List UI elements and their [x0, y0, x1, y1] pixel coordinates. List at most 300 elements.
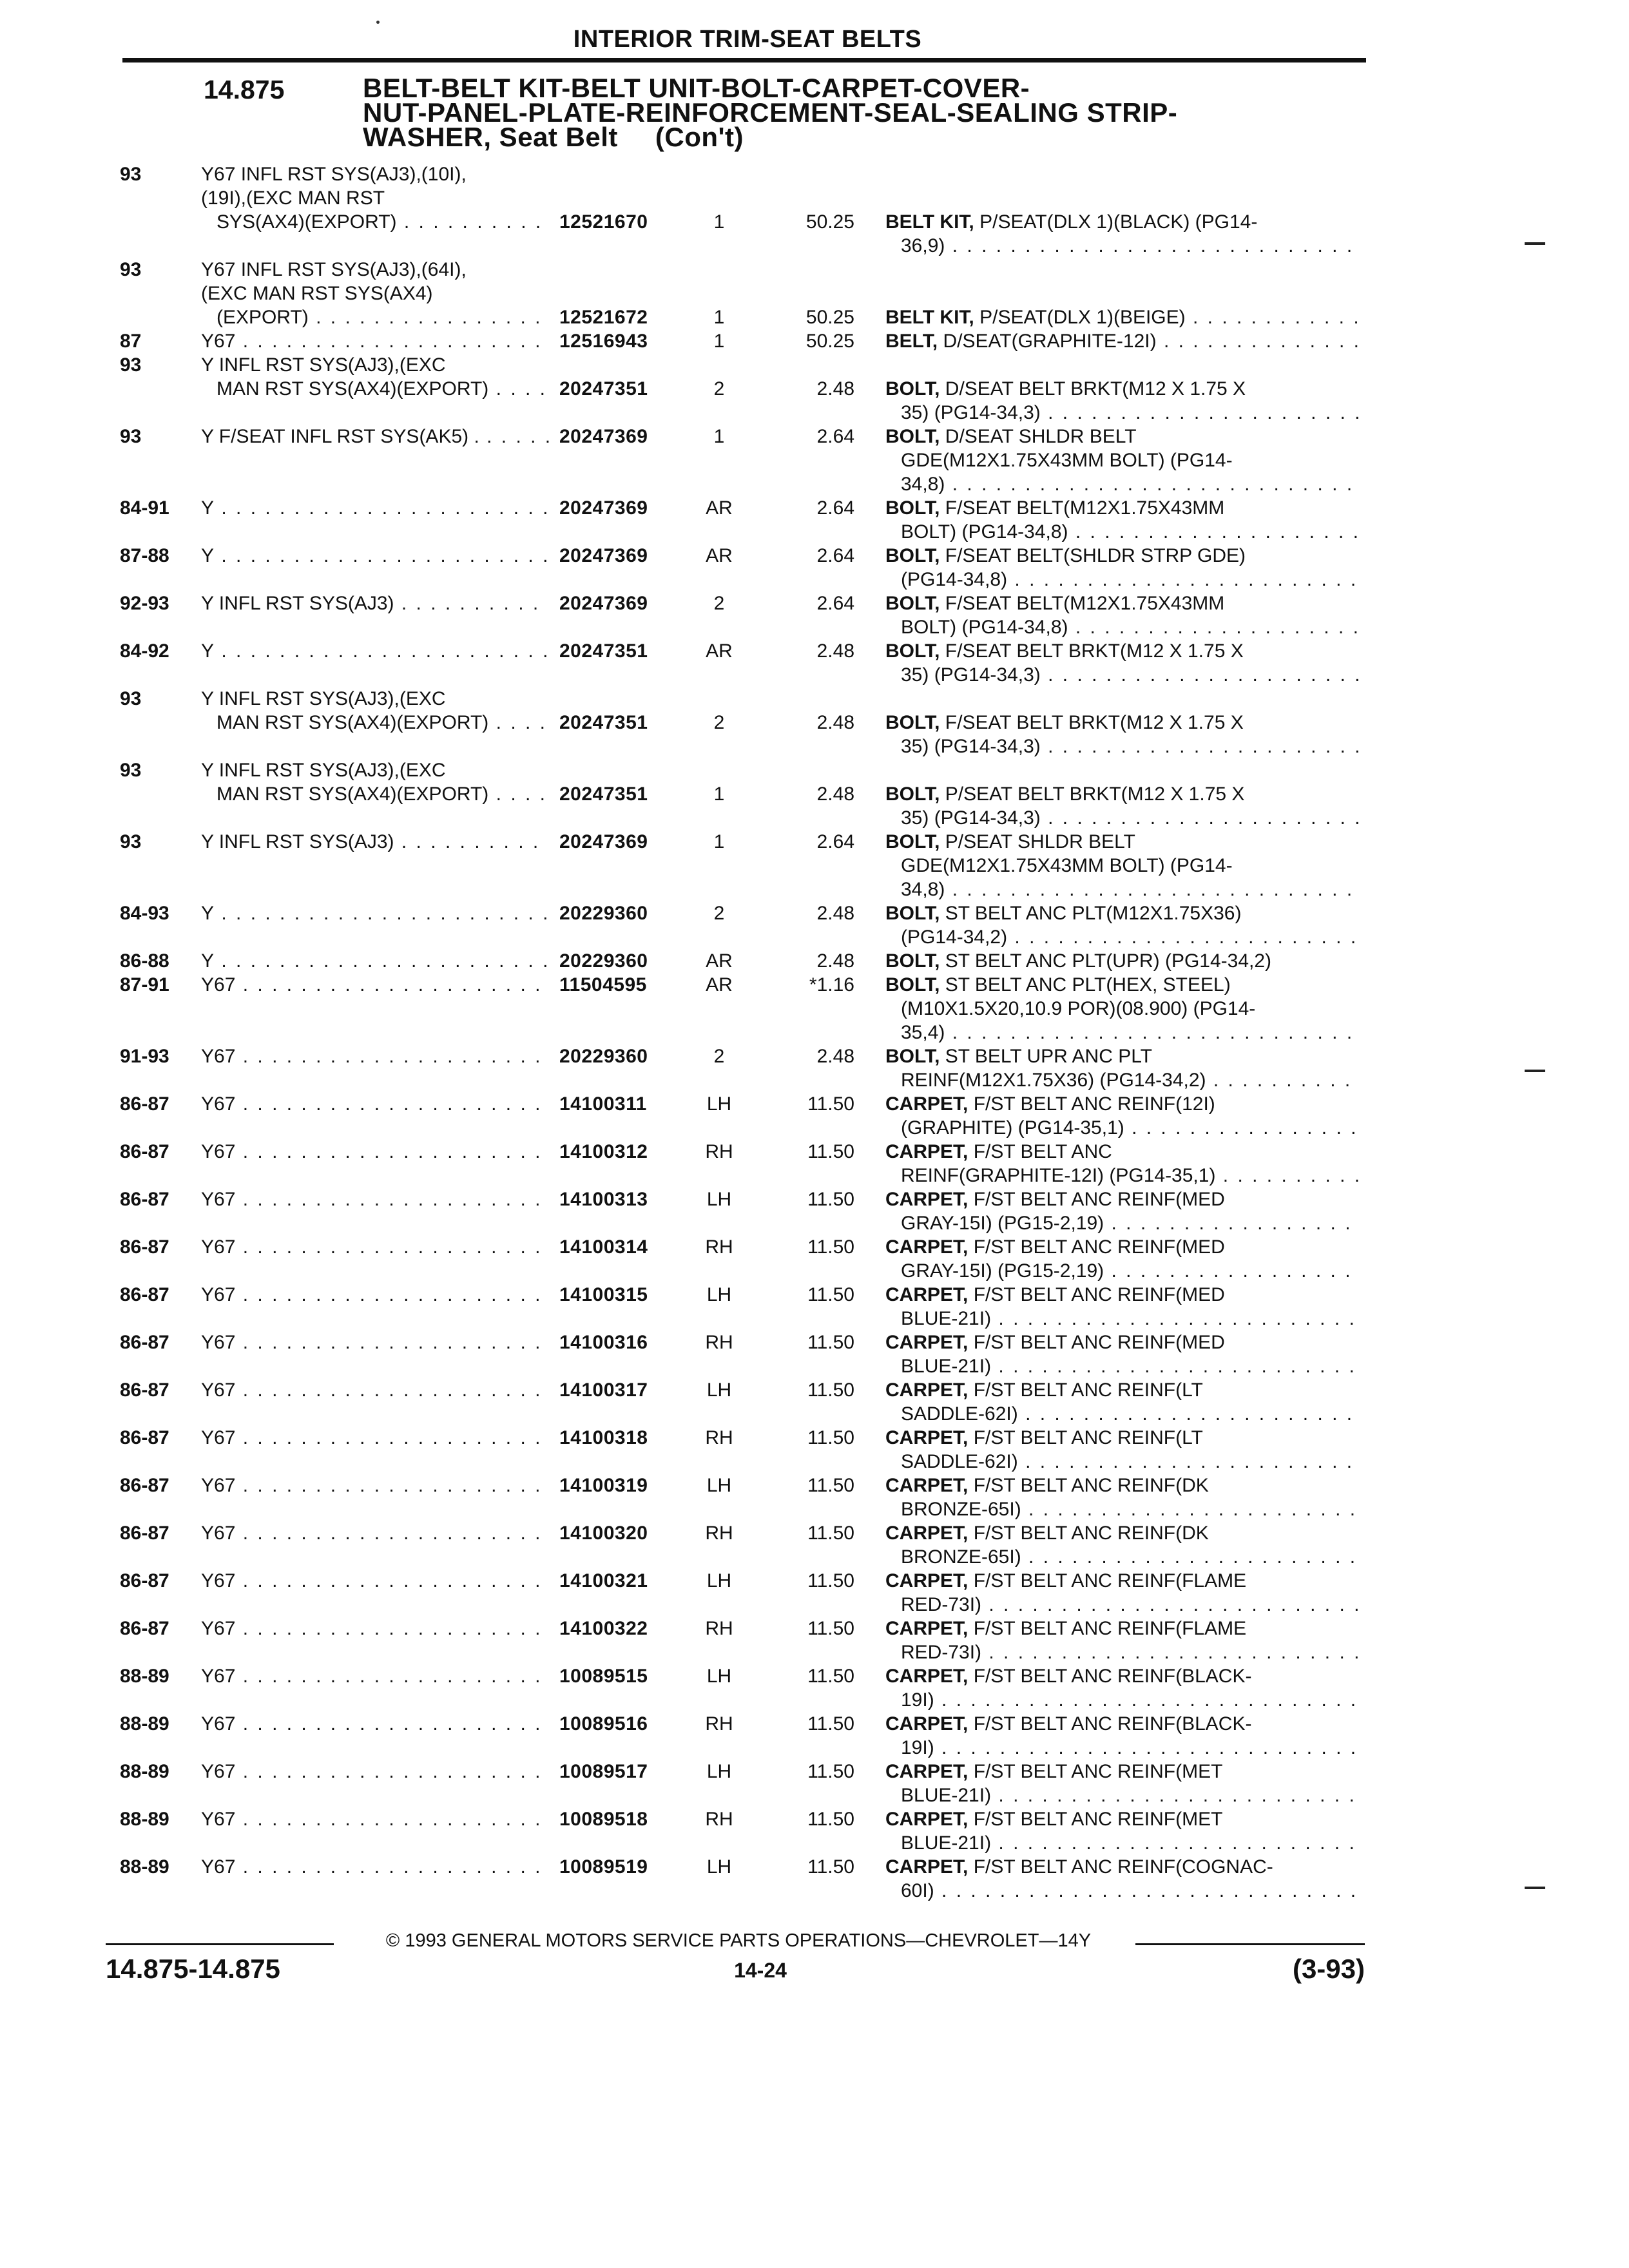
continued-label: (Con't) — [655, 122, 744, 152]
part-description — [885, 305, 1360, 329]
part-description — [885, 1378, 1360, 1426]
quantity: RH — [705, 1141, 733, 1162]
part-description — [885, 973, 1360, 1044]
description-text: F/ST BELT ANC REINF(BLACK- — [973, 1713, 1252, 1735]
description-text: F/SEAT BELT(M12X1.75X43MM — [945, 497, 1225, 519]
quantity: 2 — [713, 593, 725, 614]
model-years: 87-91 — [120, 974, 169, 995]
usage-note-text: SYS(AX4)(EXPORT) . . . — [217, 210, 549, 234]
part-number: 14100321 — [559, 1570, 648, 1591]
description-line — [885, 1187, 1360, 1211]
model-years: 93 — [120, 164, 142, 185]
part-description — [885, 544, 1360, 591]
description-text: 19I) — [901, 1689, 934, 1711]
description-line — [885, 1593, 1360, 1617]
description-text: BOLT) (PG14-34,8) — [901, 617, 1068, 638]
usage-note-line — [201, 329, 549, 353]
usage-note-line — [201, 1760, 549, 1783]
part-row — [0, 901, 1629, 949]
quantity: LH — [706, 1379, 732, 1401]
description-text: ST BELT ANC PLT(M12X1.75X36) — [945, 903, 1242, 924]
model-years: 86-87 — [120, 1332, 169, 1353]
usage-note — [201, 949, 549, 973]
model-years: 86-87 — [120, 1284, 169, 1305]
part-row — [0, 1092, 1629, 1140]
description-text: BRONZE-65I) — [901, 1499, 1021, 1520]
usage-note-text: Y F/SEAT INFL RST SYS(AK5) . . . . — [201, 425, 549, 448]
usage-note — [201, 1140, 549, 1164]
part-description — [885, 830, 1360, 901]
quantity: LH — [706, 1284, 732, 1305]
part-row — [0, 162, 1629, 258]
model-years: 86-87 — [120, 1618, 169, 1639]
usage-note-text: Y67 . . . — [201, 1235, 549, 1259]
parts-list — [0, 162, 1629, 1903]
description-line — [885, 1855, 1360, 1879]
price: 11.50 — [807, 1523, 854, 1544]
description-text: F/ST BELT ANC REINF(MET — [973, 1761, 1223, 1782]
usage-note-text: Y67 . . . — [201, 1331, 549, 1354]
description-text: F/ST BELT ANC — [973, 1141, 1112, 1162]
quantity: RH — [705, 1618, 733, 1639]
description-line — [885, 973, 1360, 997]
description-text: F/ST BELT ANC REINF(DK — [973, 1523, 1209, 1544]
usage-note — [201, 1760, 549, 1783]
part-type: BOLT, — [885, 378, 940, 399]
usage-note-text: Y67 . . . — [201, 1474, 549, 1497]
usage-note-text: Y67 . . . — [201, 1712, 549, 1736]
part-description — [885, 1474, 1360, 1521]
description-line — [885, 544, 1360, 568]
description-text: F/ST BELT ANC REINF(MED — [973, 1284, 1225, 1305]
part-row — [0, 687, 1629, 758]
usage-note-line — [201, 1617, 549, 1640]
description-line — [885, 878, 1360, 901]
part-row — [0, 1235, 1629, 1283]
part-number: 14100320 — [559, 1523, 648, 1544]
usage-note-line — [201, 1140, 549, 1164]
part-row — [0, 949, 1629, 973]
usage-note — [201, 353, 549, 401]
usage-note-line — [201, 425, 549, 448]
quantity: 1 — [713, 211, 725, 233]
description-line — [885, 615, 1360, 639]
model-years: 93 — [120, 354, 142, 376]
description-line — [885, 735, 1360, 758]
model-years: 92-93 — [120, 593, 169, 614]
usage-note-text: Y67 . . . — [201, 1569, 549, 1593]
description-line — [885, 1807, 1360, 1831]
part-number: 10089515 — [559, 1666, 648, 1687]
model-years: 93 — [120, 688, 142, 709]
description-text: 35) (PG14-34,3) — [901, 807, 1041, 829]
part-type: CARPET, — [885, 1189, 969, 1210]
description-line — [885, 377, 1360, 401]
usage-note — [201, 1617, 549, 1640]
usage-note-text: Y . . . — [201, 544, 549, 568]
description-line — [885, 1354, 1360, 1378]
section-title-line: BELT-BELT KIT-BELT UNIT-BOLT-CARPET-COVER- — [363, 73, 1030, 103]
part-number: 20247351 — [559, 712, 648, 733]
part-number: 12516943 — [559, 331, 648, 352]
part-type: CARPET, — [885, 1570, 969, 1591]
model-years: 87-88 — [120, 545, 169, 566]
description-text: P/SEAT SHLDR BELT — [945, 831, 1135, 852]
description-line — [885, 830, 1360, 854]
part-type: CARPET, — [885, 1236, 969, 1258]
price: 11.50 — [807, 1570, 854, 1591]
part-type: CARPET, — [885, 1332, 969, 1353]
margin-tick-mark — [1525, 242, 1545, 245]
usage-note-line — [201, 949, 549, 973]
part-type: BELT KIT, — [885, 307, 974, 328]
usage-note-line — [201, 782, 549, 806]
part-description — [885, 1187, 1360, 1235]
description-text: F/ST BELT ANC REINF(DK — [973, 1475, 1209, 1496]
part-description — [885, 1521, 1360, 1569]
part-description — [885, 210, 1360, 258]
description-line — [885, 1402, 1360, 1426]
description-line — [885, 949, 1360, 973]
part-type: CARPET, — [885, 1093, 969, 1115]
part-row — [0, 353, 1629, 425]
description-text: REINF(GRAPHITE-12I) (PG14-35,1) — [901, 1165, 1216, 1186]
quantity: AR — [706, 497, 733, 519]
description-text: D/SEAT BELT BRKT(M12 X 1.75 X — [945, 378, 1246, 399]
usage-note-text: Y . . . — [201, 949, 549, 973]
description-text: D/SEAT(GRAPHITE-12I) — [943, 331, 1157, 352]
usage-note-line — [201, 973, 549, 997]
description-line — [885, 1378, 1360, 1402]
description-line — [885, 1450, 1360, 1474]
model-years: 86-87 — [120, 1379, 169, 1401]
description-line — [885, 1688, 1360, 1712]
description-line — [885, 305, 1360, 329]
usage-note-text: Y67 . . . — [201, 1426, 549, 1450]
usage-note — [201, 1426, 549, 1450]
usage-note-text: Y INFL RST SYS(AJ3) . . . — [201, 591, 549, 615]
part-number: 20247369 — [559, 831, 648, 852]
usage-note — [201, 1331, 549, 1354]
price: 11.50 — [807, 1189, 854, 1210]
description-text: ST BELT UPR ANC PLT — [945, 1046, 1152, 1067]
description-line — [885, 854, 1360, 878]
usage-note-line: (EXC MAN RST SYS(AX4) — [201, 283, 433, 304]
description-line — [885, 1736, 1360, 1760]
part-row — [0, 329, 1629, 353]
quantity: LH — [706, 1189, 732, 1210]
usage-note-text: (EXPORT) . . . — [217, 305, 549, 329]
quantity: RH — [705, 1332, 733, 1353]
description-text: GRAY-15I) (PG15-2,19) — [901, 1213, 1104, 1234]
price: 50.25 — [805, 307, 854, 328]
price: 11.50 — [807, 1093, 854, 1115]
model-years: 93 — [120, 426, 142, 447]
section-title — [363, 73, 1329, 152]
usage-note-line — [201, 1664, 549, 1688]
part-row — [0, 1187, 1629, 1235]
usage-note-text: Y . . . — [201, 496, 549, 520]
part-type: BOLT, — [885, 783, 940, 805]
description-text: RED-73I) — [901, 1642, 982, 1663]
usage-note-text: Y67 . . . — [201, 1092, 549, 1116]
price: 2.48 — [816, 1046, 854, 1067]
description-text: BLUE-21I) — [901, 1308, 992, 1329]
section-title-text: WASHER, Seat Belt — [363, 122, 618, 152]
usage-note-line — [201, 377, 549, 401]
part-number: 20247351 — [559, 378, 648, 399]
part-row — [0, 1378, 1629, 1426]
price: 11.50 — [807, 1332, 854, 1353]
price: 2.64 — [816, 426, 854, 447]
part-row — [0, 425, 1629, 496]
part-type: CARPET, — [885, 1809, 969, 1830]
description-line — [885, 1044, 1360, 1068]
description-text: D/SEAT SHLDR BELT — [945, 426, 1137, 447]
price: 11.50 — [807, 1141, 854, 1162]
part-row — [0, 758, 1629, 830]
usage-note — [201, 1855, 549, 1879]
usage-note — [201, 1235, 549, 1259]
description-line — [885, 591, 1360, 615]
part-description — [885, 1712, 1360, 1760]
part-type: CARPET, — [885, 1523, 969, 1544]
usage-note-text: Y67 . . . — [201, 329, 549, 353]
usage-note-line — [201, 1235, 549, 1259]
description-text: F/ST BELT ANC REINF(MED — [973, 1332, 1225, 1353]
usage-note — [201, 544, 549, 568]
usage-note — [201, 496, 549, 520]
model-years: 88-89 — [120, 1856, 169, 1878]
quantity: 2 — [713, 712, 725, 733]
description-line — [885, 1259, 1360, 1283]
model-years: 86-88 — [120, 950, 169, 972]
description-text: RED-73I) — [901, 1594, 982, 1615]
description-line — [885, 1331, 1360, 1354]
usage-note-line — [201, 1378, 549, 1402]
model-years: 84-93 — [120, 903, 169, 924]
description-line — [885, 782, 1360, 806]
price: 2.64 — [816, 497, 854, 519]
description-text: GRAY-15I) (PG15-2,19) — [901, 1260, 1104, 1282]
model-years: 93 — [120, 760, 142, 781]
quantity: 1 — [713, 426, 725, 447]
quantity: AR — [706, 640, 733, 662]
quantity: LH — [706, 1093, 732, 1115]
usage-note-line — [201, 1426, 549, 1450]
description-line — [885, 663, 1360, 687]
model-years: 87 — [120, 331, 142, 352]
part-row — [0, 496, 1629, 544]
part-number: 12521670 — [559, 211, 648, 233]
usage-note — [201, 162, 549, 234]
description-line — [885, 401, 1360, 425]
description-text: (GRAPHITE) (PG14-35,1) — [901, 1117, 1124, 1139]
part-number: 10089517 — [559, 1761, 648, 1782]
description-line — [885, 925, 1360, 949]
description-text: BLUE-21I) — [901, 1356, 992, 1377]
usage-note-line — [201, 1092, 549, 1116]
part-row — [0, 1712, 1629, 1760]
usage-note-text: Y67 . . . — [201, 1140, 549, 1164]
usage-note-line — [201, 901, 549, 925]
description-line — [885, 1116, 1360, 1140]
usage-note-line: Y INFL RST SYS(AJ3),(EXC — [201, 688, 446, 709]
description-text: F/SEAT BELT(M12X1.75X43MM — [945, 593, 1225, 614]
part-description — [885, 1569, 1360, 1617]
section-number: 14.875 — [204, 75, 285, 104]
quantity: RH — [705, 1427, 733, 1448]
page-title: INTERIOR TRIM-SEAT BELTS — [573, 26, 922, 53]
description-text: BLUE-21I) — [901, 1785, 992, 1806]
usage-note-text: Y67 . . . — [201, 1044, 549, 1068]
description-text: 19I) — [901, 1737, 934, 1758]
part-type: CARPET, — [885, 1475, 969, 1496]
part-row — [0, 1331, 1629, 1378]
part-number: 14100313 — [559, 1189, 648, 1210]
price: 11.50 — [807, 1761, 854, 1782]
part-type: BOLT, — [885, 712, 940, 733]
description-text: 34,8) — [901, 474, 945, 495]
description-line — [885, 1235, 1360, 1259]
quantity: RH — [705, 1713, 733, 1735]
model-years: 86-87 — [120, 1570, 169, 1591]
model-years: 88-89 — [120, 1666, 169, 1687]
description-line — [885, 329, 1360, 353]
part-type: BELT KIT, — [885, 211, 974, 233]
description-text: F/ST BELT ANC REINF(LT — [973, 1427, 1203, 1448]
part-type: CARPET, — [885, 1856, 969, 1878]
description-text: F/ST BELT ANC REINF(FLAME — [973, 1570, 1247, 1591]
model-years: 88-89 — [120, 1713, 169, 1735]
usage-note-line — [201, 1712, 549, 1736]
price: 2.48 — [816, 903, 854, 924]
description-text: 35) (PG14-34,3) — [901, 664, 1041, 686]
usage-note — [201, 639, 549, 663]
price: 2.64 — [816, 593, 854, 614]
part-row — [0, 1664, 1629, 1712]
footer-section-index: 14.875-14.875 — [106, 1954, 280, 1984]
description-line — [885, 1712, 1360, 1736]
description-line — [885, 1068, 1360, 1092]
usage-note-line — [201, 496, 549, 520]
description-line — [885, 639, 1360, 663]
usage-note — [201, 425, 549, 448]
usage-note-line — [201, 544, 549, 568]
quantity: 1 — [713, 307, 725, 328]
description-text: 36,9) — [901, 235, 945, 256]
description-line — [885, 472, 1360, 496]
part-number: 20247351 — [559, 640, 648, 662]
usage-note-text: Y67 . . . — [201, 1187, 549, 1211]
footer-date-code: (3-93) — [1292, 1954, 1365, 1984]
description-line — [885, 1640, 1360, 1664]
section-title-line: NUT-PANEL-PLATE-REINFORCEMENT-SEAL-SEALING STRIP- — [363, 97, 1178, 128]
part-description — [885, 901, 1360, 949]
section-title-line — [363, 122, 1329, 152]
part-row — [0, 1140, 1629, 1187]
price: 2.64 — [816, 831, 854, 852]
part-number: 20247351 — [559, 783, 648, 805]
usage-note — [201, 830, 549, 854]
description-text: F/SEAT BELT BRKT(M12 X 1.75 X — [945, 712, 1244, 733]
description-line — [885, 1831, 1360, 1855]
usage-note — [201, 901, 549, 925]
description-line — [885, 1021, 1360, 1044]
description-line — [885, 234, 1360, 258]
usage-note-text: Y67 . . . — [201, 1378, 549, 1402]
usage-note — [201, 1664, 549, 1688]
footer-rule-right — [1135, 1943, 1365, 1945]
part-type: BOLT, — [885, 497, 940, 519]
usage-note-line — [201, 210, 549, 234]
model-years: 86-87 — [120, 1189, 169, 1210]
description-line — [885, 1783, 1360, 1807]
part-number: 14100311 — [559, 1093, 647, 1115]
description-text: 35) (PG14-34,3) — [901, 402, 1041, 423]
model-years: 86-87 — [120, 1093, 169, 1115]
description-text: F/SEAT BELT BRKT(M12 X 1.75 X — [945, 640, 1244, 662]
part-number: 20229360 — [559, 950, 648, 972]
description-line — [885, 1474, 1360, 1497]
usage-note-text: Y67 . . . — [201, 1283, 549, 1307]
part-description — [885, 1617, 1360, 1664]
part-row — [0, 1521, 1629, 1569]
part-number: 10089516 — [559, 1713, 648, 1735]
price: 2.64 — [816, 545, 854, 566]
part-row — [0, 1426, 1629, 1474]
description-text: ST BELT ANC PLT(HEX, STEEL) — [945, 974, 1231, 995]
part-type: BOLT, — [885, 1046, 940, 1067]
part-description — [885, 1140, 1360, 1187]
description-line — [885, 1211, 1360, 1235]
description-line — [885, 520, 1360, 544]
part-type: CARPET, — [885, 1427, 969, 1448]
description-line — [885, 448, 1360, 472]
price: 11.50 — [807, 1618, 854, 1639]
part-number: 14100316 — [559, 1332, 648, 1353]
description-text: P/SEAT BELT BRKT(M12 X 1.75 X — [945, 783, 1245, 805]
part-description — [885, 949, 1360, 973]
description-line — [885, 1521, 1360, 1545]
usage-note-line — [201, 639, 549, 663]
part-row — [0, 591, 1629, 639]
description-text: (PG14-34,8) — [901, 569, 1008, 590]
quantity: LH — [706, 1666, 732, 1687]
usage-note-line — [201, 1283, 549, 1307]
price: 11.50 — [807, 1427, 854, 1448]
part-number: 20229360 — [559, 1046, 648, 1067]
part-row — [0, 1283, 1629, 1331]
price: 50.25 — [805, 211, 854, 233]
part-number: 14100317 — [559, 1379, 648, 1401]
margin-tick-mark — [1525, 1070, 1545, 1072]
description-line — [885, 496, 1360, 520]
part-description — [885, 1760, 1360, 1807]
usage-note-line: Y INFL RST SYS(AJ3),(EXC — [201, 354, 446, 376]
model-years: 86-87 — [120, 1236, 169, 1258]
usage-note-text: MAN RST SYS(AX4)(EXPORT) . . . — [217, 782, 549, 806]
part-type: BELT, — [885, 331, 938, 352]
description-line — [885, 1617, 1360, 1640]
model-years: 88-89 — [120, 1761, 169, 1782]
part-number: 14100319 — [559, 1475, 648, 1496]
usage-note-line — [201, 1474, 549, 1497]
quantity: RH — [705, 1523, 733, 1544]
description-line — [885, 1164, 1360, 1187]
price: 11.50 — [807, 1666, 854, 1687]
usage-note-text: Y67 . . . — [201, 1617, 549, 1640]
